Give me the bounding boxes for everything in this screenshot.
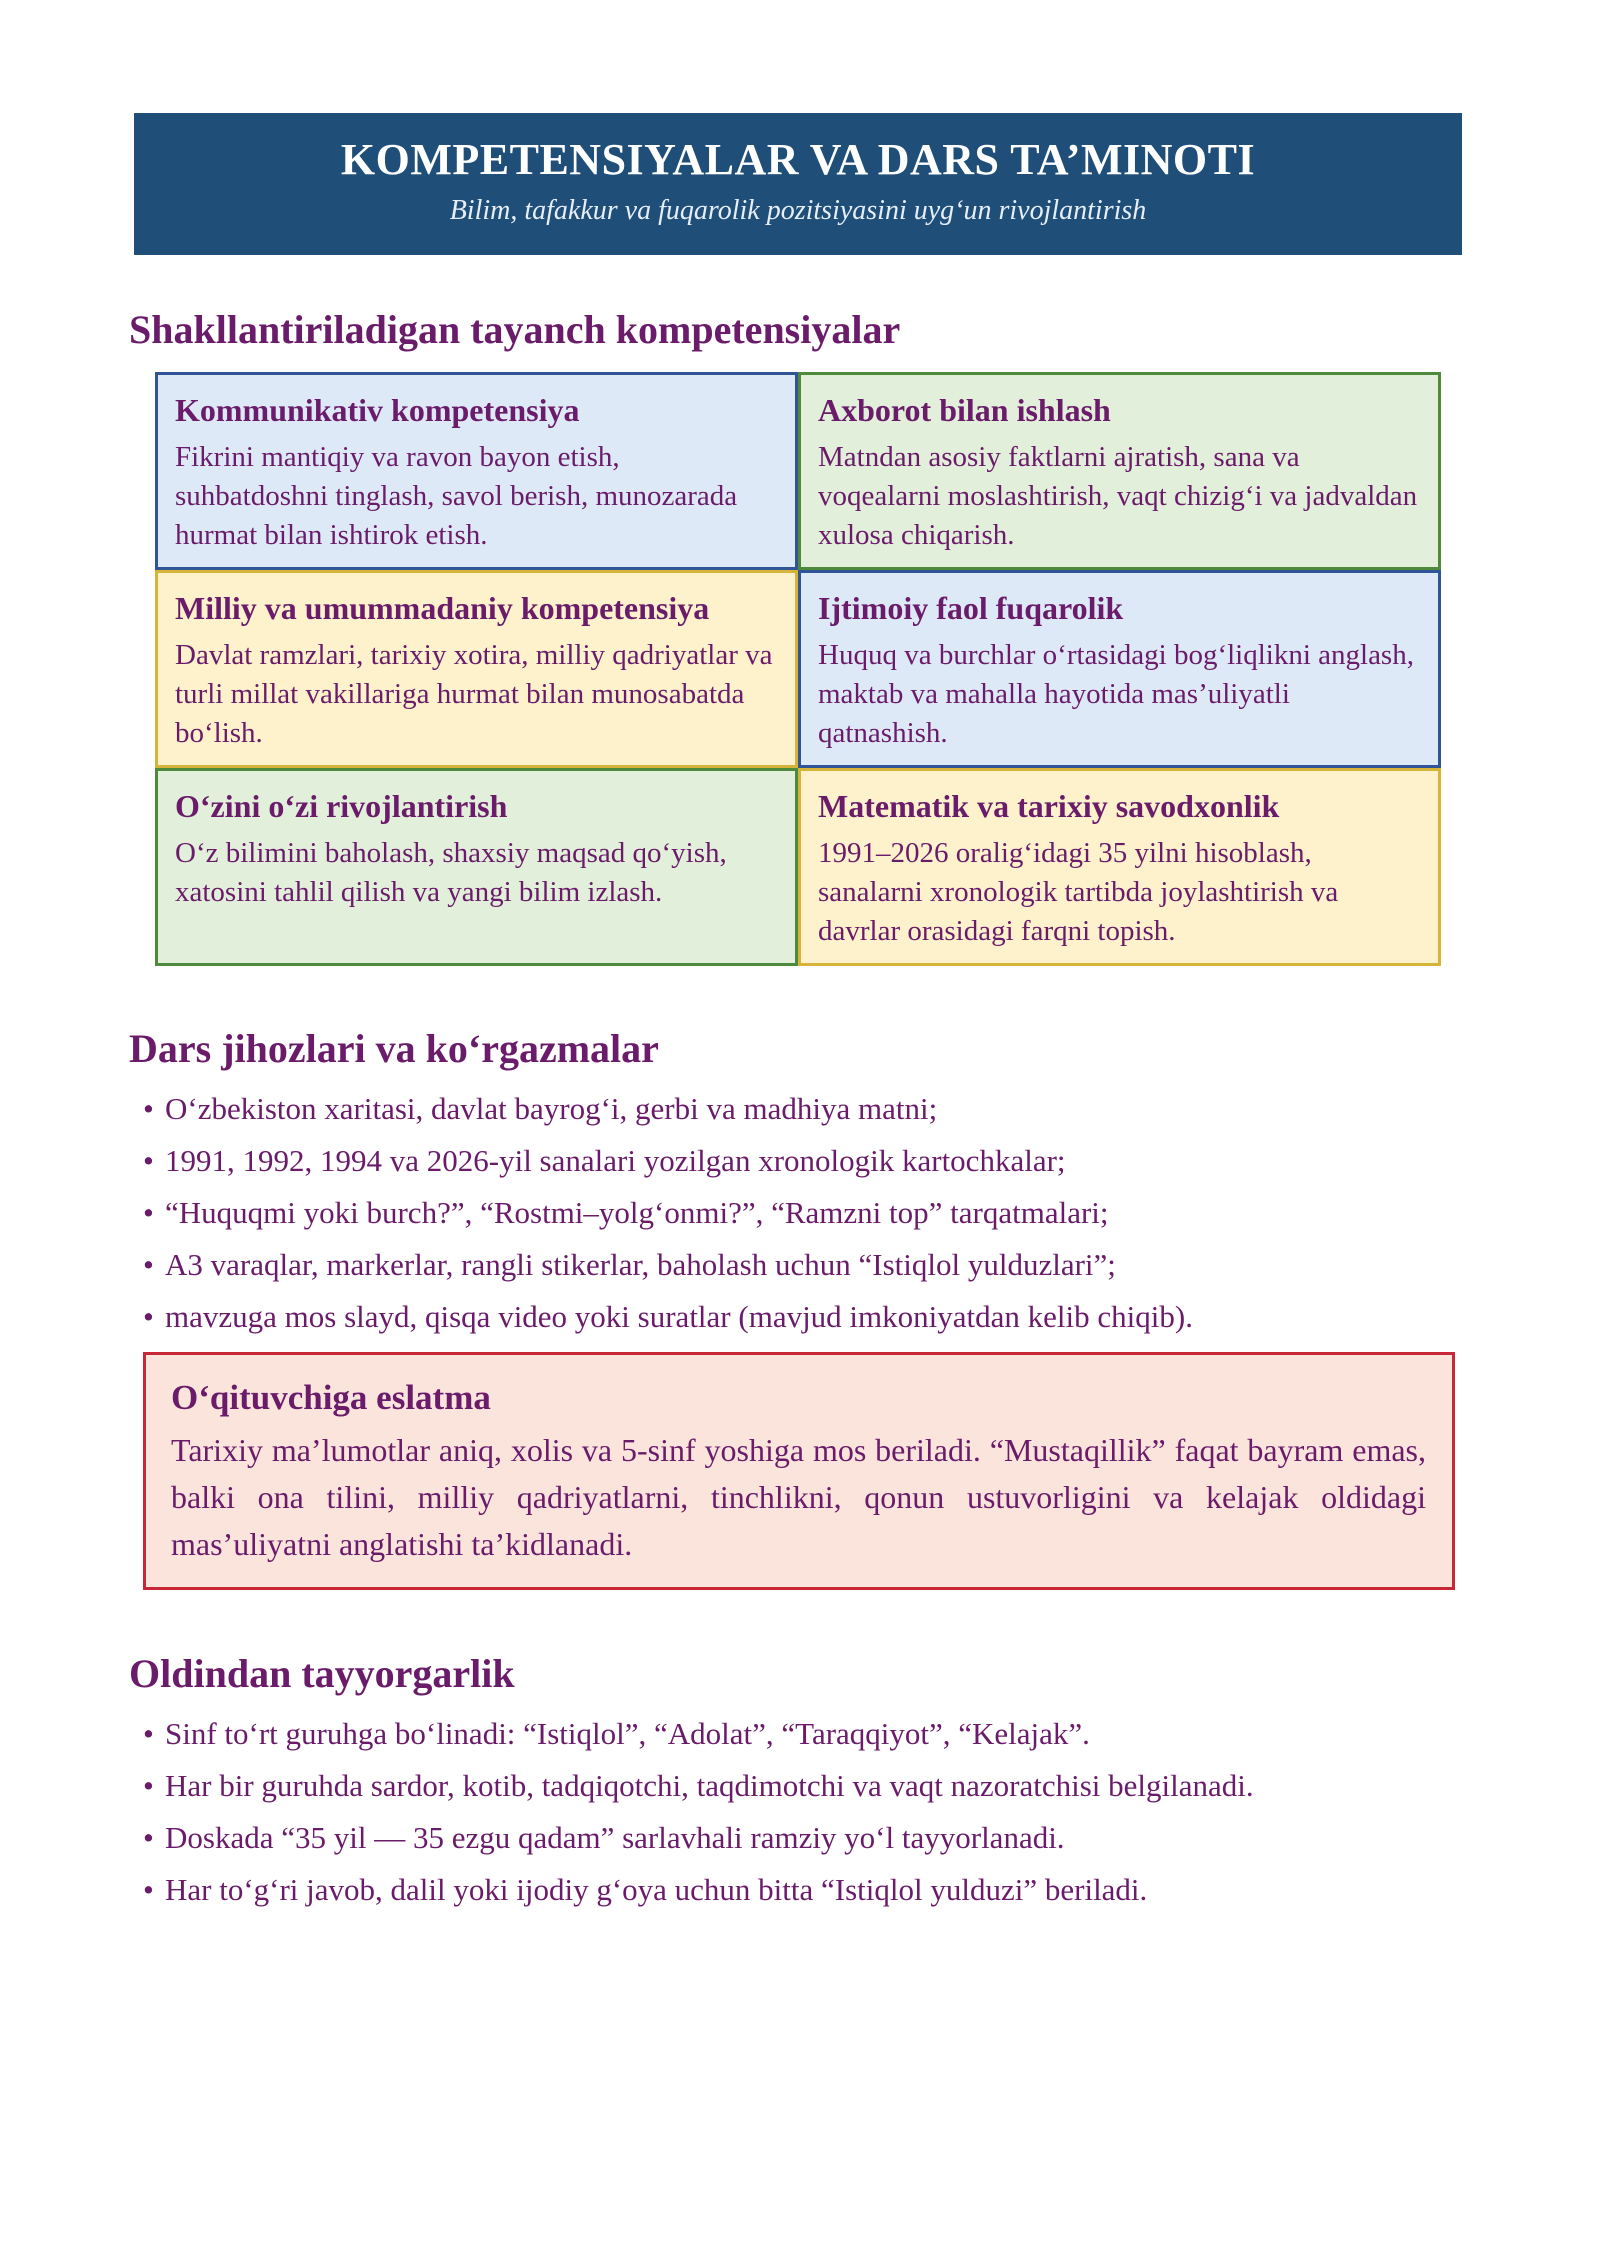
card-text: Huquq va burchlar o‘rtasidagi bog‘liqlikni anglash, maktab va mahalla hayotida mas’uliyatli qatnashish. bbox=[818, 639, 1414, 749]
list-item: • Doskada “35 yil — 35 ezgu qadam” sarlavhali ramziy yo‘l tayyorlanadi. bbox=[143, 1812, 1254, 1864]
list-item: • O‘zbekiston xaritasi, davlat bayrog‘i, gerbi va madhiya matni; bbox=[143, 1083, 1193, 1135]
teacher-note-text: Tarixiy ma’lumotlar aniq, xolis va 5-sinf yoshiga mos beriladi. “Mustaqillik” faqat bayram emas, balki ona tilini, milliy qadriyatlarni, tinchlikni, qonun ustuvorligini va kelajak oldidagi mas’uliyatni anglatishi ta’kidlanadi. bbox=[171, 1432, 1426, 1562]
list-item: • Har to‘g‘ri javob, dalil yoki ijodiy g‘oya uchun bitta “Istiqlol yulduzi” beriladi. bbox=[143, 1864, 1254, 1916]
card-text: Davlat ramzlari, tarixiy xotira, milliy qadriyatlar va turli millat vakillariga hurmat bilan munosabatda bo‘lish. bbox=[175, 639, 773, 749]
card-title: Milliy va umummadaniy kompetensiya bbox=[175, 590, 710, 626]
card-text: O‘z bilimini baholash, shaxsiy maqsad qo‘yish, xatosini tahlil qilish va yangi bilim izlash. bbox=[175, 837, 727, 908]
bullet-icon: • bbox=[143, 1716, 154, 1751]
bullet-icon: • bbox=[143, 1820, 154, 1855]
equipment-list bbox=[143, 1083, 1193, 1343]
bullet-icon: • bbox=[143, 1195, 154, 1230]
teacher-note-box bbox=[143, 1352, 1455, 1590]
list-item: • Har bir guruhda sardor, kotib, tadqiqotchi, taqdimotchi va vaqt nazoratchisi belgilanadi. bbox=[143, 1760, 1254, 1812]
bullet-icon: • bbox=[143, 1299, 154, 1334]
card-text: Fikrini mantiqiy va ravon bayon etish, suhbatdoshni tinglash, savol berish, munozarada hurmat bilan ishtirok etish. bbox=[175, 441, 738, 551]
preparation-heading: Oldindan tayyorgarlik bbox=[129, 1651, 515, 1696]
competencies-heading: Shakllantiriladigan tayanch kompetensiyalar bbox=[129, 307, 901, 352]
bullet-icon: • bbox=[143, 1872, 154, 1907]
title-banner bbox=[134, 113, 1462, 255]
card-title: Kommunikativ kompetensiya bbox=[175, 392, 580, 428]
card-title: Ijtimoiy faol fuqarolik bbox=[818, 590, 1124, 626]
competency-card-communicative bbox=[155, 372, 798, 570]
preparation-list bbox=[143, 1708, 1254, 1916]
list-item: • “Huquqmi yoki burch?”, “Rostmi–yolg‘onmi?”, “Ramzni top” tarqatmalari; bbox=[143, 1187, 1193, 1239]
card-title: Axborot bilan ishlash bbox=[818, 392, 1111, 428]
competency-card-national-cultural bbox=[155, 570, 798, 768]
competencies-grid bbox=[155, 372, 1441, 966]
card-text: 1991–2026 oralig‘idagi 35 yilni hisoblash, sanalarni xronologik tartibda joylashtirish va davrlar orasidagi farqni topish. bbox=[818, 837, 1339, 947]
page-subtitle: Bilim, tafakkur va fuqarolik pozitsiyasini uyg‘un rivojlantirish bbox=[449, 195, 1147, 226]
bullet-icon: • bbox=[143, 1768, 154, 1803]
card-text: Matndan asosiy faktlarni ajratish, sana va voqealarni moslashtirish, vaqt chizig‘i va jadvaldan xulosa chiqarish. bbox=[818, 441, 1418, 551]
page-title: KOMPETENSIYALAR VA DARS TA’MINOTI bbox=[340, 135, 1256, 184]
list-item: • A3 varaqlar, markerlar, rangli stikerlar, baholash uchun “Istiqlol yulduzlari”; bbox=[143, 1239, 1193, 1291]
competency-card-information bbox=[798, 372, 1441, 570]
equipment-heading: Dars jihozlari va ko‘rgazmalar bbox=[129, 1026, 659, 1071]
competency-card-civic bbox=[798, 570, 1441, 768]
list-item: • 1991, 1992, 1994 va 2026-yil sanalari yozilgan xronologik kartochkalar; bbox=[143, 1135, 1193, 1187]
competency-card-self-development bbox=[155, 768, 798, 966]
teacher-note-title: O‘qituvchiga eslatma bbox=[171, 1378, 491, 1417]
card-title: Matematik va tarixiy savodxonlik bbox=[818, 788, 1280, 824]
competency-card-math-history bbox=[798, 768, 1441, 966]
card-title: O‘zini o‘zi rivojlantirish bbox=[175, 788, 508, 824]
bullet-icon: • bbox=[143, 1247, 154, 1282]
bullet-icon: • bbox=[143, 1091, 154, 1126]
bullet-icon: • bbox=[143, 1143, 154, 1178]
list-item: • Sinf to‘rt guruhga bo‘linadi: “Istiqlol”, “Adolat”, “Taraqqiyot”, “Kelajak”. bbox=[143, 1708, 1254, 1760]
list-item: • mavzuga mos slayd, qisqa video yoki suratlar (mavjud imkoniyatdan kelib chiqib). bbox=[143, 1291, 1193, 1343]
